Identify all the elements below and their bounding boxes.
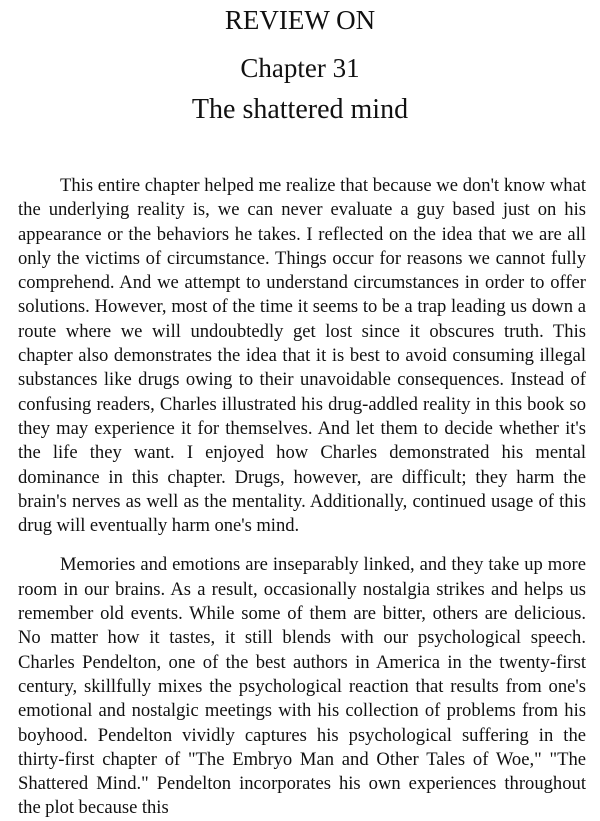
paragraph-2: Memories and emotions are inseparably linked, and they take up more room in our brains. As a result, occasionally nostalgia strikes and helps us remember old events. While some of them are bitter, others are delicious. No matter how it tastes, it still blends with our psychological speech. Charles Pendelton, one of the best authors in America in the twenty-first century, skillfully mixes the psychological reaction that results from one's emotional and nostalgic meetings with his collection of problems from his boyhood. Pendelton vividly captures his psychological suffering in the thirty-first chapter of "The Embryo Man and Other Tales of Woe," "The Shattered Mind." Pendelton incorporates his own experiences throughout the plot because this xyxy=(18,554,586,819)
chapter-title: The shattered mind xyxy=(191,94,409,125)
review-heading: REVIEW ON xyxy=(224,5,376,35)
review-body xyxy=(18,174,586,821)
paragraph-1: This entire chapter helped me realize that because we don't know what the underlying reality is, we can never evaluate a guy based just on his appearance or the behaviors he takes. I reflected on the idea that we are all only the victims of circumstance. Things occur for reasons we cannot fully comprehend. And we attempt to understand circumstances in order to offer solutions. However, most of the time it seems to be a trap leading us down a route where we will undoubtedly get lost since it obscures truth. This chapter also demonstrates the idea that it is best to avoid consuming illegal substances like drugs owing to their unavoidable consequences. Instead of confusing readers, Charles illustrated his drug-addled reality in this book so they may experience it for themselves. And let them to decide whether it's the life they want. I enjoyed how Charles demonstrated his mental dominance in this chapter. Drugs, however, are difficult; they harm the brain's nerves as well as the mentality. Additionally, continued usage of this drug will eventually harm one's mind. xyxy=(18,175,586,537)
chapter-number: Chapter 31 xyxy=(240,53,360,83)
